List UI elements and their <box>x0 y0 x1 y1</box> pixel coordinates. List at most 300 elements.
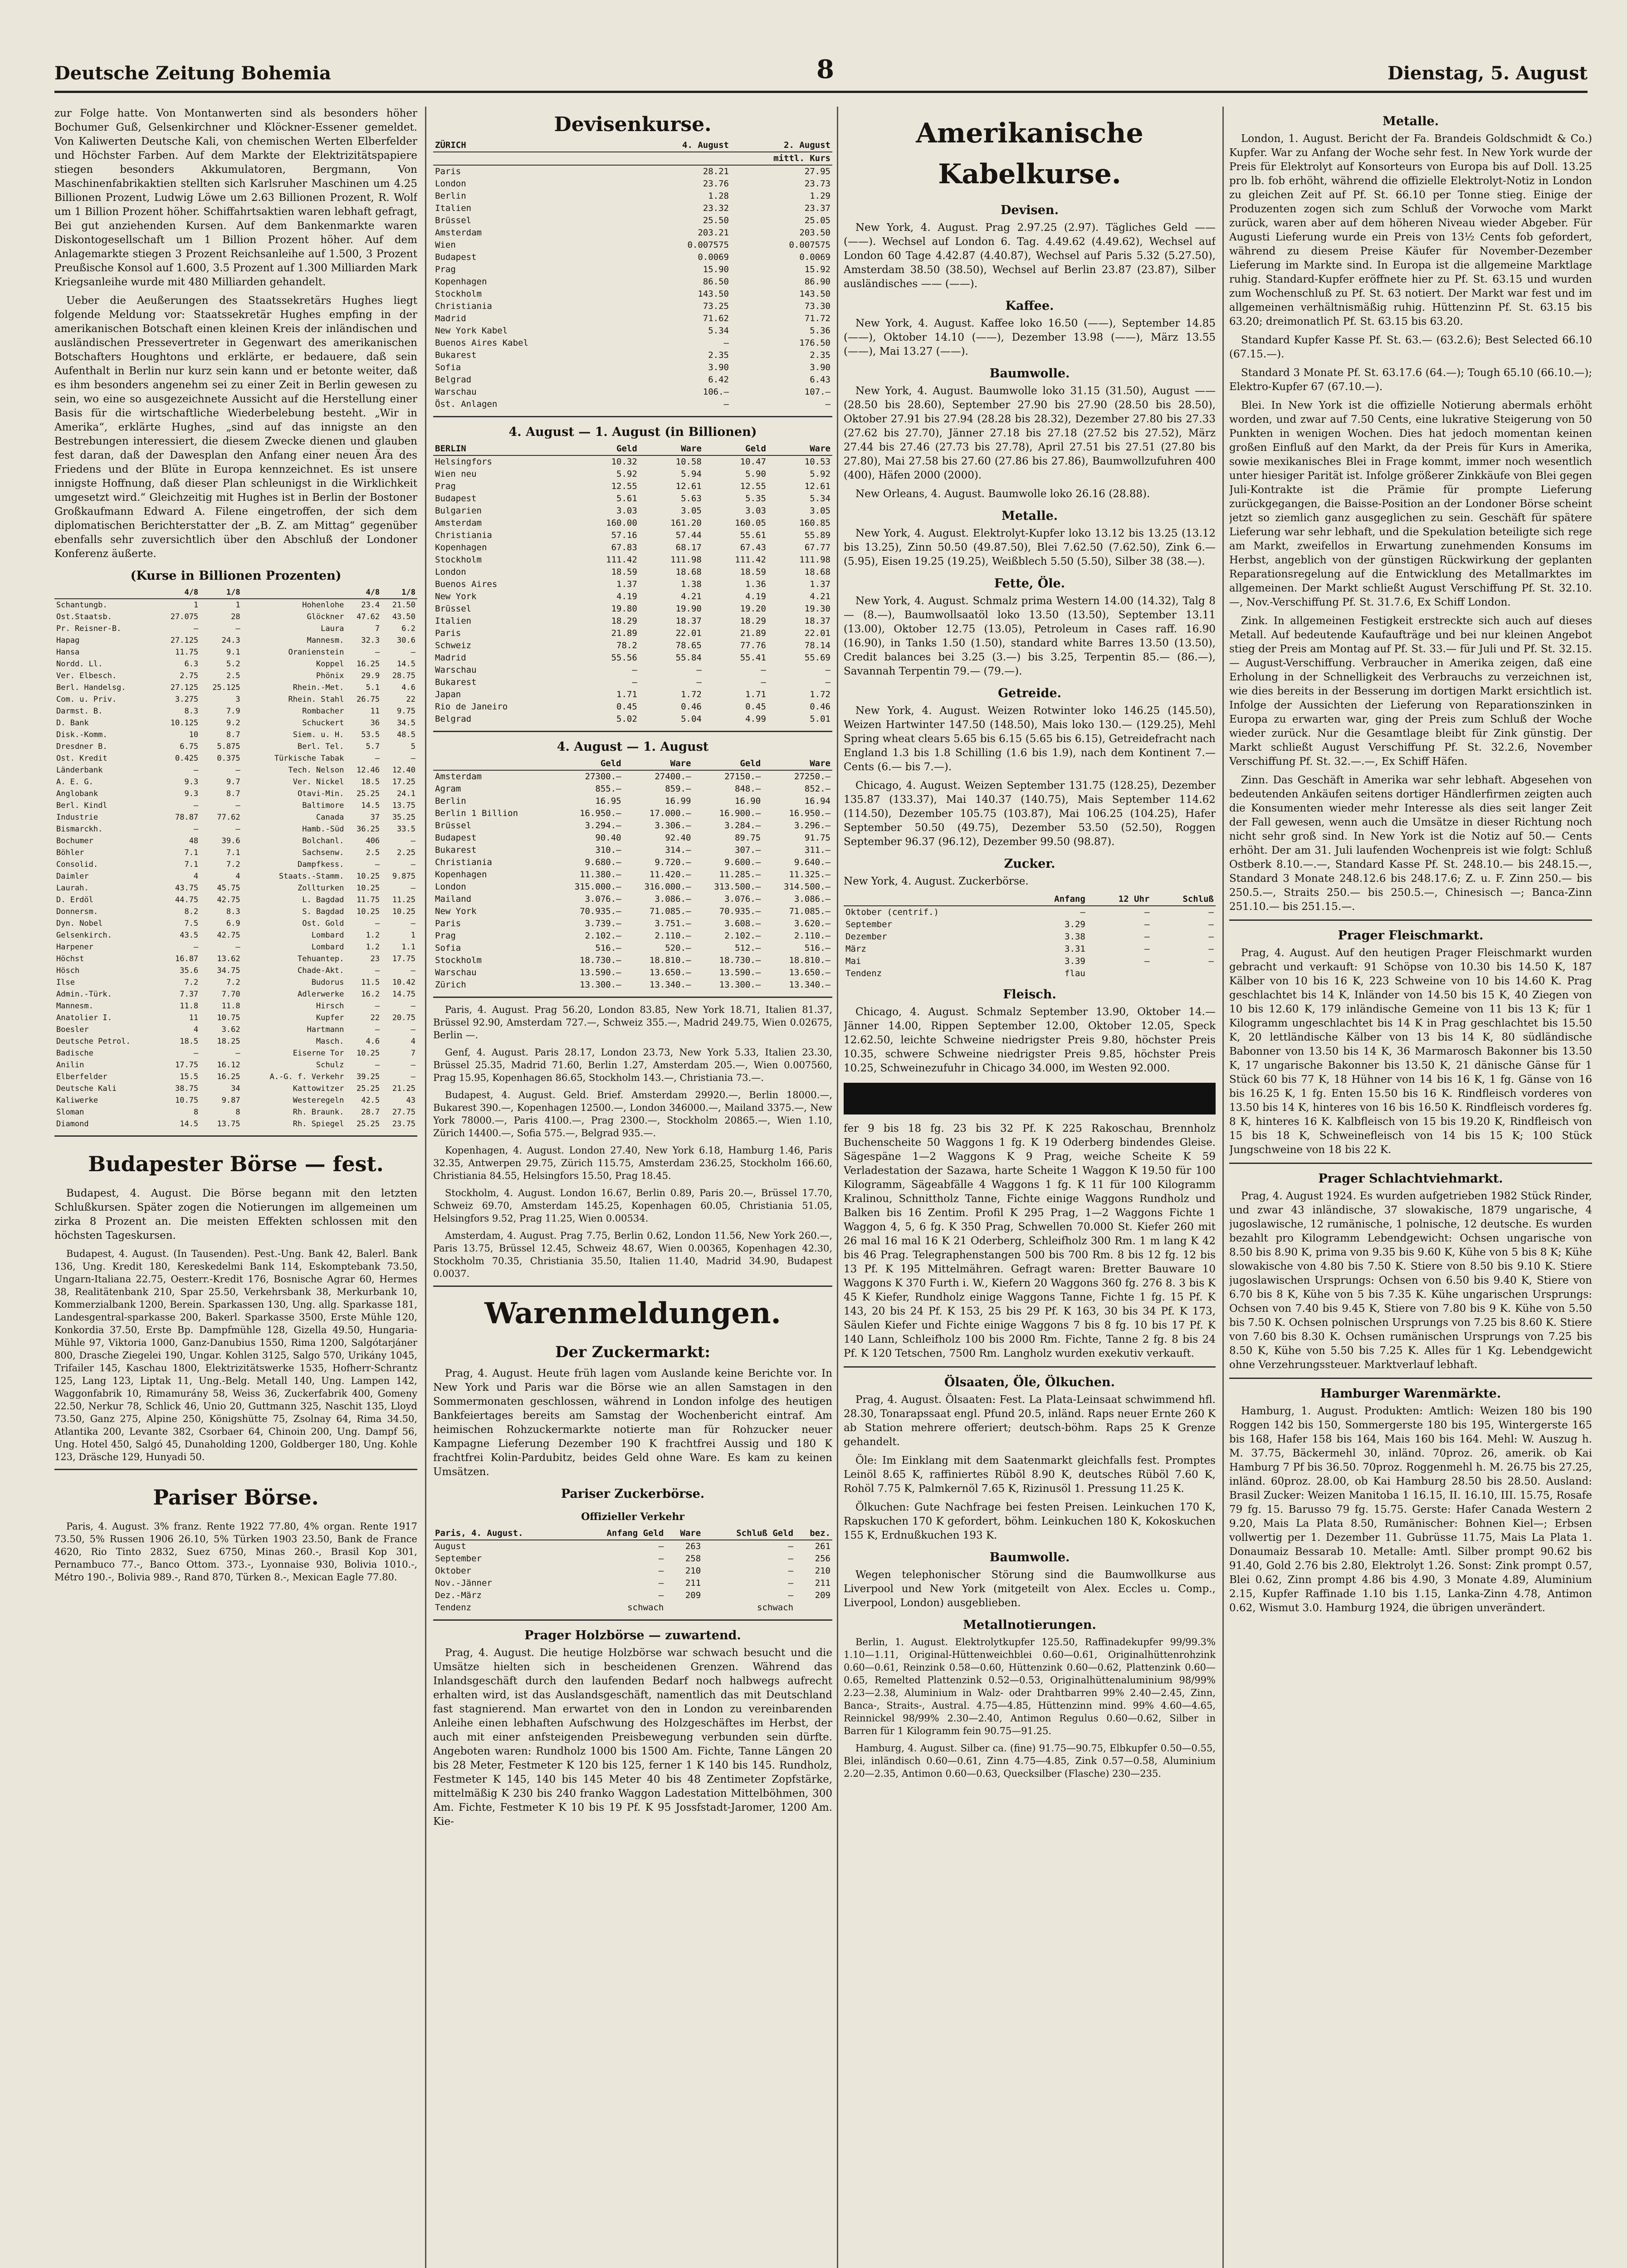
table-cell: Pr. Reisner-B. <box>56 624 122 633</box>
table-cell: 5.1 <box>366 683 380 692</box>
table-cell: 16.25 <box>356 660 380 669</box>
table-header-cell <box>433 758 553 770</box>
table-cell: Bismarckh. <box>56 825 103 834</box>
table-row <box>54 776 417 788</box>
table-cell: 13.75 <box>217 1119 240 1129</box>
table-cell: 27300.— <box>585 772 621 782</box>
table-cell: 16.95 <box>595 796 621 806</box>
table-row <box>54 941 417 953</box>
table-cell: 3.03 <box>745 506 766 516</box>
table-cell: 1.2 <box>366 931 380 940</box>
table-cell: D. Bank <box>56 719 89 728</box>
table-cell: Brüssel <box>435 604 472 614</box>
table-cell: 11 <box>370 707 380 716</box>
table-cell: 8.7 <box>226 789 240 798</box>
table-cell: London <box>435 882 466 892</box>
table-row <box>433 770 832 783</box>
table-cell: 3.90 <box>810 362 831 372</box>
table-cell: 9.875 <box>392 872 415 881</box>
table-cell: September <box>845 919 892 929</box>
table-cell: — <box>375 1002 380 1011</box>
table-cell: — <box>410 836 415 846</box>
table-cell: Christiania <box>435 530 492 540</box>
table-cell: 3.29 <box>1065 919 1085 929</box>
table-cell: 27.75 <box>392 1108 415 1117</box>
table-row <box>54 823 417 835</box>
table-cell: Mai <box>845 956 861 966</box>
table-row <box>54 611 417 623</box>
divider <box>433 1286 832 1287</box>
subsection-title: Baumwolle. <box>989 1550 1070 1564</box>
table-row <box>433 942 832 954</box>
table-cell: 4.19 <box>745 591 766 601</box>
table-cell: 2.35 <box>708 350 729 360</box>
table-cell: — <box>375 860 380 869</box>
table-cell: Anilin <box>56 1061 84 1070</box>
table-row <box>433 795 832 807</box>
table-cell: 1 <box>235 601 240 610</box>
table-cell: Warschau <box>435 968 477 978</box>
table-cell: — <box>696 665 702 675</box>
table-cell: 5.61 <box>616 494 637 503</box>
table-cell <box>1087 968 1152 980</box>
table-cell: 5.90 <box>745 469 766 479</box>
table-cell: 92.40 <box>665 833 691 843</box>
table-cell: 9.640.— <box>794 857 831 867</box>
table-cell: Böhler <box>56 848 84 857</box>
table-cell: 7 <box>410 1049 415 1058</box>
table-cell: 4.21 <box>810 591 831 601</box>
table-cell: 10.75 <box>175 1096 199 1105</box>
table-row <box>54 694 417 705</box>
table-cell: — <box>410 1025 415 1034</box>
table-cell: Tendenz <box>845 968 882 978</box>
table-row <box>54 682 417 694</box>
table-cell: Christiania <box>435 857 492 867</box>
table-cell: Phönix <box>316 671 344 680</box>
table-cell: 14.5 <box>361 801 380 810</box>
table-header-cell: Ware <box>762 758 832 770</box>
table-row <box>54 658 417 670</box>
table-cell: 18.68 <box>804 567 831 577</box>
table-cell: 36.25 <box>356 825 380 834</box>
table-cell: 6.3 <box>184 660 199 669</box>
table-cell: 8 <box>235 1108 240 1117</box>
table-cell: London <box>435 179 466 189</box>
table-cell: 12.61 <box>804 481 831 491</box>
table-row <box>433 905 832 918</box>
table-cell: Budapest <box>435 252 477 262</box>
table-cell: 21.89 <box>611 628 637 638</box>
table-cell: — <box>1144 944 1150 954</box>
table-cell: 10.53 <box>804 457 831 467</box>
table-cell: D. Erdöl <box>56 895 93 904</box>
table-row <box>433 566 832 578</box>
table-header-cell: 1/8 <box>200 587 242 599</box>
table-cell: 1.37 <box>616 579 637 589</box>
table-cell: 3.751.— <box>655 919 691 929</box>
table-cell: 256 <box>815 1554 831 1564</box>
table-cell: 106.— <box>703 387 729 397</box>
table-cell: — <box>1208 919 1214 929</box>
table-cell: 210 <box>685 1566 701 1576</box>
table-row <box>433 881 832 893</box>
article-paragraph: New York, 4. August. Baumwolle loko 31.15 (31.50), August —— (28.50 bis 28.60), September 27.90 bis 27.90 (28.50 bis 28.50), Oktober 27.91 bis 27.94 (28.28 bis 28.32), Dezember 27.80 bis 27.33 (27.62 bis 27.70), Jänner 27.18 bis 27.18 (27.52 bis 27.52), März 27.44 bis 27.46 (27.73 bis 27.78), April 27.51 bis 27.51 (27.80 bis 27.80), Mai 27.58 bis 27.60 (27.86 bis 27.86), Baumwollzufuhren 400 (400), Häfen 2000 (2000). <box>844 385 1216 481</box>
article-paragraph: Paris, 4. August. 3% franz. Rente 1922 77.80, 4% organ. Rente 1917 73.50, 5% Russen 1906 26.10, 5% Türken 1903 23.50, Bank de France 4620, Rio Tinto 2832, Suez 6750, Minas 260.-, Brasil Kop 301, Pernambuco 77.-, Banco Ottom. 373.-, Lyonnaise 930, Bolivia 1010.-, Métro 190.-, Bolivia 989.-, Rand 870, Türken 8.-, Mexican Eagle 77.80. <box>54 1521 417 1583</box>
table-cell: 315.000.— <box>574 882 621 892</box>
table-cell: Schweiz <box>435 640 472 650</box>
table-cell: 18.59 <box>740 567 766 577</box>
table-cell: Boesler <box>56 1025 89 1034</box>
table-cell: Dezember <box>845 932 887 942</box>
table-cell: 67.83 <box>611 543 637 552</box>
table-header-cell: ZÜRICH <box>433 139 629 152</box>
table-cell: — <box>410 884 415 893</box>
table-row <box>433 713 832 725</box>
table-row <box>54 811 417 823</box>
table-cell: 11.420.— <box>649 870 691 880</box>
table-cell: 18.810.— <box>789 955 831 965</box>
table-row <box>433 325 832 337</box>
table-cell: 5.63 <box>681 494 702 503</box>
table-cell: Deutsche Petrol. <box>56 1037 131 1046</box>
table-cell: 4 <box>193 872 199 881</box>
table-cell: 8.3 <box>184 707 199 716</box>
table-cell: 1.38 <box>681 579 702 589</box>
subsection-title: Kaffee. <box>1005 299 1054 313</box>
table-cell: Budorus <box>311 978 344 987</box>
table-header-cell: Geld <box>704 443 768 455</box>
table-cell: — <box>723 338 729 348</box>
table-row <box>433 455 832 468</box>
table-cell: schwach <box>757 1603 794 1613</box>
issue-date: Dienstag, 5. August <box>1388 63 1588 84</box>
table-row <box>54 599 417 611</box>
table-cell: 0.45 <box>616 702 637 712</box>
table-cell: 0.007575 <box>687 240 729 250</box>
table-row <box>433 300 832 313</box>
table-cell: Wien neu <box>435 469 477 479</box>
table-cell: 71.72 <box>804 313 831 323</box>
article-paragraph: Genf, 4. August. Paris 28.17, London 23.73, New York 5.33, Italien 23.30, Brüssel 25.35, Madrid 71.60, Berlin 1.27, Amsterdam 205.—, Wien 0.007560, Prag 15.95, Kopenhagen 86.65, Stockholm 143.—, Christiania 73.—. <box>433 1047 832 1083</box>
table-cell: 4 <box>235 872 240 881</box>
table-cell: Prag <box>435 931 456 941</box>
table-row <box>433 640 832 652</box>
table-row <box>433 844 832 856</box>
table-cell: Rh. Spiegel <box>293 1119 344 1129</box>
table-cell: 11.5 <box>361 978 380 987</box>
table-cell: 90.40 <box>595 833 621 843</box>
table-cell: 2.75 <box>180 671 199 680</box>
table-cell: 5.35 <box>745 494 766 503</box>
table-cell: 48.5 <box>397 730 415 739</box>
table-cell: Paris <box>435 166 461 176</box>
table-cell: 1.1 <box>401 943 415 952</box>
table-row <box>433 542 832 554</box>
table-cell: Laurah. <box>56 884 89 893</box>
table-cell: Otavi-Min. <box>297 789 344 798</box>
article-paragraph: fer 9 bis 18 fg. 23 bis 32 Pf. K 225 Rakoschau, Brennholz Buchenscheite 50 Waggons 1 fg. K 19 Oderberg bindendes Gleise. Sägespäne 1—2 Waggons K 9 Prag, weiche Scheite K 59 Verladestation der Sazawa, harte Scheite 1 Waggon K 19.50 für 100 Kilogramm, Sägeabfälle 4 Waggons 1 fg. K 11 für 100 Kilogramm Kralinou, Schnittholz Tanne, Fichte einige Waggons Rundholz und Balken bis 16 Zentim. Profil K 295 Prag, 1—2 Waggons Fichte 1 Waggon 4, 5, 6 fg. K 350 Prag, Schwellen 70.000 St. Kiefer 260 mit 26 mal 16 mal 16 K 21 Oderberg, Schleifholz 300 Rm. 1 m lang K 42 bis 46 Prag. Telegraphenstangen 500 bis 700 Rm. 8 bis 12 fg. 12 bis 13 Pf. K 195 Mittelmähren. Gefragt waren: Bretter Bauware 10 Waggons K 370 Furth i. W., Kiefern 20 Waggons 360 fg. 276 8. 3 bis K 45 K Kiefer, Rundholz einige Waggons Tanne, Fichte 1 fg. 15 Pf. K 143, 20 bis 24 Pf. K 153, 25 bis 29 Pf. K 163, 30 bis 34 Pf. K 173, Säulen Kiefer und Fichte einige Waggons 7 bis 8 fg. 10 bis 17 Pf. K 140 Lann, Schleifholz 100 bis 2000 Rm. Fichte, Tanne 2 fg. 8 bis 24 Pf. K 120 Tetschen, 7500 Rm. Langholz wurden exekutiv verkauft. <box>844 1123 1216 1359</box>
table-cell: Nov.-Jänner <box>435 1578 492 1588</box>
table-row <box>54 1059 417 1071</box>
table-cell: Stockholm <box>435 955 482 965</box>
article-paragraph: Chicago, 4. August. Schmalz September 13.90, Oktober 14.— Jänner 14.00, Rippen September 12.00, Oktober 12.05, Speck 12.62.50, leichte Schweine niedrigster Preis 9.80, höchster Preis 10.35, schwere Schweine niedrigster Preis 9.85, höchster Preis 10.25, Schweinezufuhr in Chicago 34.000, im Westen 92.000. <box>844 1006 1216 1074</box>
table-cell: — <box>632 665 637 675</box>
article-paragraph: Budapest, 4. August. (In Tausenden). Pest.-Ung. Bank 42, Balerl. Bank 136, Ung. Kredit 180, Kereskedelmi Bank 114, Eskomptebank 73.50, Ungarn-Italiana 22.75, Oesterr.-Kredit 176, Bosnische Agrar 60, Hermes 38, Realitätenbank 210, Spar 25.50, Verkehrsbank 38, Merkurbank 10, Kommerzialbank 1200, Berein. Sparkassen 130, Ung. allg. Sparkasse 181, Landesgentral-sparkasse 200, Bakerl. Sparkasse 3500, Erste Mühle 120, Konkordia 37.50, Erste Bp. Dampfmühle 128, Gizella 49.50, Hungaria-Mühle 97, Viktoria 1000, Ganz-Danubius 1550, Rima 1200, Salgótarjáner 800, Drasche Ziegelei 190, Ungar. Kohlen 3125, Salgo 570, Urikány 1045, Trifailer 145, Kaschau 1800, Elektrizitätswerke 1535, Hofherr-Schrantz 125, Lang 123, Liptak 11, Ung.-Belg. Metall 140, Ung. Lampen 142, Waggonfabrik 10, Rimamurány 58, Weiss 36, Zuckerfabrik 400, Gomeny 22.50, Nerkur 78, Schlick 46, Unio 20, Guttmann 325, Naschit 135, Lloyd 73.50, Ganz 275, Alpine 250, Königshütte 75, Zsolnay 64, Rima 34.50, Atlantika 200, Levante 382, Csorbaer 64, Chinoin 200, Ung. Dampf 56, Ung. Hotel 450, Salgó 45, Dunaholding 1200, Goldberger 180, Ung. Kohle 123, Dräsche 129, Hunyadi 50. <box>54 1248 417 1462</box>
table-cell: 25.05 <box>804 215 831 225</box>
table-cell: 16.950.— <box>789 808 831 818</box>
table-cell: — <box>1080 907 1085 917</box>
table-cell: 70.935.— <box>580 906 621 916</box>
table-cell: — <box>1208 907 1214 917</box>
table-cell: Dresdner B. <box>56 742 107 751</box>
table-cell: 10.32 <box>611 457 637 467</box>
table-cell: — <box>1144 907 1150 917</box>
table-cell: 16.25 <box>217 1072 240 1081</box>
table-row <box>54 1071 417 1083</box>
table-cell: — <box>410 648 415 657</box>
table-cell: 23.32 <box>703 203 729 213</box>
table-cell: — <box>235 825 240 834</box>
table-cell: 73.25 <box>703 301 729 311</box>
table-cell: Baltimore <box>302 801 344 810</box>
table-cell: 111.42 <box>606 555 637 565</box>
table-row <box>844 906 1216 919</box>
table-cell: 0.45 <box>745 702 766 712</box>
table-cell: Ost. Gold <box>302 919 344 928</box>
table-cell: 3.294.— <box>585 821 621 831</box>
table-cell: 34.75 <box>217 966 240 975</box>
article-paragraph: London, 1. August. Bericht der Fa. Brandeis Goldschmidt & Co.) Kupfer. War zu Anfang der Woche sehr fest. In New York wurde der Preis für Elektrolyt auf Konsorteurs von Europa bis auf Doll. 13.25 pro lb. fob erhöht, während die offizielle Elektrolyt-Notiz in London zu gleichen Zeit auf Pf. St. 66.10 per Tonne stieg. Einige der Produzenten zogen sich zum Schluß der Vorwoche vom Markt zurück, waren aber auf dem höheren Niveau wieder Abgeber. Für Augusti Lieferung wurde ein Preis von 13½ Cents fob gefordert, während zu diesem Preise Käufer für November-Dezember Lieferung im Markte sind. In Europa ist die allgemeine Marktlage ruhig. Standard-Kupfer eröffnete hier zu Pf. St. 63.15 und wurden zum Wochenschluß zu Pf. St. 63 notiert. Der Markt war fest und im allgemeinen verhältnismäßig ruhig. Hüttenzinn Pf. St. 63.15 bis 63.20; dreimonatlich Pf. St. 63.15 bis 63.20. <box>1229 133 1592 327</box>
table-cell: Agram <box>435 784 461 794</box>
table-cell: — <box>658 1590 664 1600</box>
table-cell: Gelsenkirch. <box>56 931 112 940</box>
table-row <box>54 635 417 646</box>
table-cell: 22 <box>406 695 415 704</box>
article-paragraph: Ueber die Aeußerungen des Staatssekretärs Hughes liegt folgende Meldung vor: Staatssekretär Hughes empfing in der amerikanischen Botschaft einen kleinen Kreis der inländischen und ausländischen Pressevertreter in Gegenwart des amerikanischen Botschafters Houghtons und erklärte, er bedauere, daß sein Aufenthalt in Berlin nur kurz sein kann und er betonte weiter, daß es ihm besonders angenehm sei zu einer Zeit in Berlin gewesen zu sein, wo eine so ausgezeichnete Aussicht auf die Herstellung einer Basis für die wirtschaftliche Wiederbelebung besteht. „Wir in Amerika“, erklärte Hughes, „sind auf das innigste an den Bestrebungen interessiert, die diesem Zwecke dienen und glauben fest daran, daß der Dawesplan den Anfang einer neuen Ära des Friedens und der Blüte in Europa kennzeichnet. Es ist unsere innigste Hoffnung, daß dieser Plan schleunigst in die Wirklichkeit umgesetzt wird.“ Gleichzeitig mit Hughes ist in Berlin der Bostoner Großkaufmann Edward A. Filene eingetroffen, der sich dem diplomatischen Berichterstatter der „B. Z. am Mittag“ gegenüber ebenfalls sehr zuversichtlich über den Abschluß der Londoner Konferenz äußerte. <box>54 295 417 560</box>
table-cell: 5.94 <box>681 469 702 479</box>
table-cell: — <box>193 801 199 810</box>
article-paragraph: Zinn. Das Geschäft in Amerika war sehr lebhaft. Abgesehen von bedeutenden Ankäufen seitens dortiger Händlerfirmen zeigten auch die Konsumenten wieder mehr Interesse als dies seit langer Zeit der Fall gewesen, wenn auch die Umsätze in dieser Richtung noch nicht sehr groß sind. In New York ist die Notiz auf 50.— Cents erhöht. Der am 31. Juli laufenden Wochenpreis ist wie folgt: Schluß Ostberk 8.10.—.—, Standard Kasse Pf. St. 248.10.— bis 248.15.—, Standard 3 Monate 248.12.6 bis 248.17.6; Z. u. F. Zinn 250.— bis 250.5.—, Straits 250.— bis 250.5.—, Chinesisch —; Banca-Zinn 251.10.— bis 251.15.—. <box>1229 774 1592 913</box>
table-cell: 5.36 <box>810 326 831 336</box>
table-row <box>54 670 417 682</box>
table-cell: — <box>235 801 240 810</box>
table-cell: 6.43 <box>810 375 831 385</box>
table-cell: 18.730.— <box>719 955 761 965</box>
table-cell: 16.87 <box>175 954 199 963</box>
table-cell: Japan <box>435 689 461 699</box>
table-cell: Berl. Handelsg. <box>56 683 126 692</box>
table-row <box>54 906 417 918</box>
table-cell: 30.6 <box>397 636 415 645</box>
table-cell: Laura <box>321 624 344 633</box>
table-cell: — <box>375 754 380 763</box>
table-cell: 28 <box>231 612 240 621</box>
table-cell: Berl. Tel. <box>297 742 344 751</box>
table-row <box>433 337 832 349</box>
table-cell: 13.340.— <box>789 980 831 990</box>
table-cell: 27.075 <box>170 612 199 621</box>
table-cell: 258 <box>685 1554 701 1564</box>
table-cell: 7.9 <box>226 707 240 716</box>
table-cell: 3.38 <box>1065 932 1085 942</box>
article-paragraph: Chicago, 4. August. Weizen September 131.75 (128.25), Dezember 135.87 (133.37), Mai 140.37 (140.75), Mais September 114.62 (114.50), Dezember 105.75 (103.87), Mai 106.25 (104.25), Hafer September 50.50 (49.75), Dezember 53.50 (52.50), Roggen September 96.37 (96.12), Dezember 99.50 (98.87). <box>844 780 1216 848</box>
table-cell: Warschau <box>435 665 477 675</box>
table-row <box>433 554 832 566</box>
table-cell: 406 <box>366 836 380 846</box>
table-cell: Öst. Anlagen <box>435 399 498 409</box>
table-cell: 859.— <box>665 784 691 794</box>
table-cell: 3.306.— <box>655 821 691 831</box>
subsection-title: Getreide. <box>998 686 1061 700</box>
table-cell: Amsterdam <box>435 518 482 528</box>
article-paragraph: Standard 3 Monate Pf. St. 63.17.6 (64.—); Tough 65.10 (66.10.—); Elektro-Kupfer 67 (67.10.—). <box>1229 367 1592 393</box>
table-cell: Dampfkess. <box>297 860 344 869</box>
table-cell: — <box>1208 932 1214 942</box>
table-cell: 7.1 <box>184 848 199 857</box>
section-title-waren: Warenmeldungen. <box>484 1296 781 1330</box>
table-cell: Oktober (centrif.) <box>845 907 939 917</box>
table-row <box>433 1565 832 1577</box>
table-header-cell: 4/8 <box>346 587 381 599</box>
table-row <box>433 615 832 627</box>
table-cell: 8 <box>193 1108 199 1117</box>
table-cell: August <box>435 1541 466 1551</box>
table-cell: 43.50 <box>392 612 415 621</box>
table-subhead: 4. August — 1. August (in Billionen) <box>508 425 757 439</box>
table-cell: — <box>761 665 766 675</box>
article-paragraph: Paris, 4. August. Prag 56.20, London 83.85, New York 18.71, Italien 81.37, Brüssel 92.90, Amsterdam 727.—, Schweiz 355.—, Madrid 249.75, Wien 0.02675, Berlin —. <box>433 1004 832 1041</box>
table-cell: 11.285.— <box>719 870 761 880</box>
table-cell: 18.5 <box>361 777 380 787</box>
table-cell: 3.03 <box>616 506 637 516</box>
table-cell: Siem. u. H. <box>293 730 344 739</box>
table-cell: 3.086.— <box>794 894 831 904</box>
table-cell: 13.650.— <box>649 968 691 978</box>
table-cell: — <box>410 966 415 975</box>
table-cell: — <box>825 677 831 687</box>
table-row <box>54 965 417 977</box>
table-cell: 47.62 <box>356 612 380 621</box>
table-row <box>433 856 832 869</box>
table-cell: 71.085.— <box>649 906 691 916</box>
article-paragraph: Amsterdam, 4. August. Prag 7.75, Berlin 0.62, London 11.56, New York 260.—, Paris 13.75, Brüssel 12.45, Schweiz 48.67, Wien 0.00365, Kopenhagen 42.30, Stockholm 70.35, Christiania 35.50, Italien 11.40, Madrid 34.90, Budapest 0.0037. <box>433 1230 832 1279</box>
table-cell: 36 <box>370 719 380 728</box>
table-cell: Hansa <box>56 648 80 657</box>
table-cell: — <box>696 677 702 687</box>
table-cell: — <box>410 1061 415 1070</box>
table-header-cell: Paris, 4. August. <box>433 1527 573 1540</box>
table-cell: Zollturken <box>297 884 344 893</box>
table-cell: 18.5 <box>180 1037 199 1046</box>
table-cell: — <box>788 1566 794 1576</box>
table-cell: S. Bagdad <box>302 907 344 916</box>
table-subhead: 4. August — 1. August <box>557 740 709 754</box>
subsection-title: Pariser Zuckerbörse. <box>561 1487 705 1501</box>
table-subhead: Offizieller Verkehr <box>581 1511 684 1523</box>
table-row <box>433 578 832 591</box>
table-cell: 5 <box>410 742 415 751</box>
table-header-cell: Anfang <box>1023 893 1087 906</box>
table-row <box>54 1036 417 1047</box>
table-cell: 111.98 <box>799 555 831 565</box>
table-row <box>54 847 417 859</box>
table-row <box>54 977 417 988</box>
table-cell: 7.1 <box>184 860 199 869</box>
table-cell: Diamond <box>56 1119 89 1129</box>
table-cell: Anatolier I. <box>56 1013 112 1022</box>
table-cell: schwach <box>627 1603 664 1613</box>
table-cell: — <box>235 766 240 775</box>
table-cell: 22.01 <box>675 628 702 638</box>
table-row <box>433 349 832 362</box>
article-paragraph: New York, 4. August. Kaffee loko 16.50 (——), September 14.85 (——), Oktober 14.10 (——), Dezember 13.98 (——), März 13.55 (——), Mai 13.27 (——). <box>844 318 1216 357</box>
table-cell: 7.2 <box>226 860 240 869</box>
table-cell: 86.90 <box>804 277 831 287</box>
table-cell: Glöckner <box>307 612 344 621</box>
table-cell: 9.720.— <box>655 857 691 867</box>
table-cell: Adlerwerke <box>297 990 344 999</box>
table-cell <box>1151 968 1216 980</box>
table-row <box>433 178 832 190</box>
table-cell: 13.300.— <box>719 980 761 990</box>
table-row <box>433 591 832 603</box>
table-row <box>433 832 832 844</box>
table-cell: 7.2 <box>184 978 199 987</box>
table-cell: 25.125 <box>212 683 240 692</box>
table-cell: 3.076.— <box>585 894 621 904</box>
table-header-cell: Ware <box>768 443 832 455</box>
table-cell: Warschau <box>435 387 477 397</box>
table-cell: A. E. G. <box>56 777 93 787</box>
table-header-cell: Geld <box>693 758 762 770</box>
subsection-title: Prager Schlachtviehmarkt. <box>1318 1172 1503 1186</box>
table-cell: 55.84 <box>675 653 702 663</box>
table-cell: Mannesm. <box>56 1002 93 1011</box>
table-cell: 0.425 <box>175 754 199 763</box>
table-row <box>433 190 832 202</box>
table-cell: Paris <box>435 628 461 638</box>
article-paragraph: New York, 4. August. Prag 2.97.25 (2.97). Tägliches Geld —— (——). Wechsel auf London 6. Tag. 4.49.62 (4.49.62), Wechsel auf London 60 Tage 4.42.87 (4.40.87), Wechsel auf Paris 5.32 (5.27.50), Amsterdam 38.50 (38.50), Wechsel auf Berlin 23.87 (23.87), Silber ausländisches —— (——). <box>844 222 1216 290</box>
subsection-title: Baumwolle. <box>989 367 1070 381</box>
table-cell: Tendenz <box>435 1603 472 1613</box>
table-cell: — <box>375 1025 380 1034</box>
table-cell: 13.75 <box>392 801 415 810</box>
table-cell: Consolid. <box>56 860 98 869</box>
table-cell: 55.41 <box>740 653 766 663</box>
table-cell: 9.75 <box>397 707 415 716</box>
table-row <box>433 165 832 178</box>
table-cell: 89.75 <box>734 833 761 843</box>
table-cell: 21.89 <box>740 628 766 638</box>
table-cell: 852.— <box>804 784 831 794</box>
table-cell: — <box>235 943 240 952</box>
table-row <box>54 764 417 776</box>
table-cell: 18.25 <box>217 1037 240 1046</box>
table-row <box>433 529 832 542</box>
table-cell: 42.5 <box>361 1096 380 1105</box>
table-cell: 27.125 <box>170 683 199 692</box>
table-cell: 1.28 <box>708 191 729 201</box>
table-header-cell <box>242 587 346 599</box>
table-cell: 10.25 <box>356 884 380 893</box>
table-cell: 71.62 <box>703 313 729 323</box>
table-cell: 107.— <box>804 387 831 397</box>
table-header-cell: BERLIN <box>433 443 575 455</box>
table-cell: 3.31 <box>1065 944 1085 954</box>
table-cell: Kattowitzer <box>293 1084 344 1093</box>
ink-band <box>844 1083 1216 1114</box>
